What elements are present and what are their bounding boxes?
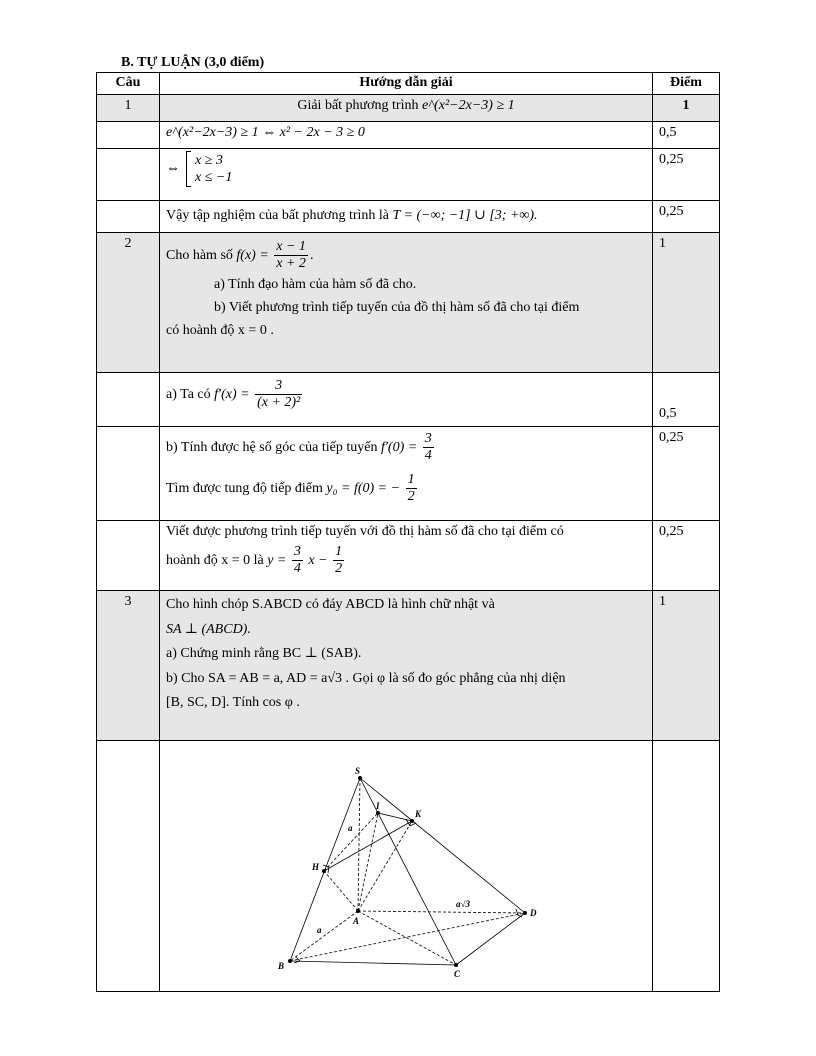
label-I: I xyxy=(376,801,380,811)
q2-step-b-text2: Tìm được tung độ tiếp điểm xyxy=(166,481,323,496)
q2-part-b1: b) Viết phương trình tiếp tuyến của đồ thị hàm số đã cho tại điểm xyxy=(214,300,580,316)
label-B: B xyxy=(278,961,285,971)
q3-line2: SA ⊥ (ABCD). xyxy=(166,621,251,637)
edge-CD xyxy=(456,913,525,965)
edge-BD xyxy=(290,913,525,961)
q2-step-c xyxy=(160,521,653,591)
point-D xyxy=(523,911,527,915)
q2-step-c-den2: 2 xyxy=(335,560,343,576)
point-H xyxy=(322,869,326,873)
label-a-AB: a xyxy=(317,925,322,935)
label-H: H xyxy=(312,862,320,872)
q2-step-c-lhs: y = xyxy=(267,552,287,568)
q2-step-b-num2: 1 xyxy=(406,472,417,489)
q3-prompt xyxy=(160,591,653,741)
q2-step-a-text: a) Ta có xyxy=(166,386,211,402)
q2-step-c-num: 3 xyxy=(292,544,303,561)
q1-step2-points: 0,25 xyxy=(653,149,720,201)
q1-points: 1 xyxy=(653,95,720,122)
header-guide: Hướng dẫn giải xyxy=(160,73,653,95)
label-A: A xyxy=(353,916,360,926)
point-B xyxy=(288,959,292,963)
edge-AI xyxy=(358,813,378,911)
edge-AB xyxy=(290,911,358,961)
label-S: S xyxy=(355,766,361,776)
q2-step-a-num: 3 xyxy=(255,378,302,395)
q2-step-a-points: 0,5 xyxy=(653,373,720,427)
q2-step-b-points: 0,25 xyxy=(653,427,720,521)
q1-step3-text: Vậy tập nghiệm của bất phương trình là xyxy=(166,208,389,224)
q2-step-c-points: 0,25 xyxy=(653,521,720,591)
label-C: C xyxy=(454,969,461,979)
q2-points: 1 xyxy=(653,233,720,373)
edge-AD xyxy=(358,911,525,913)
q2-step-c-den: 4 xyxy=(293,560,301,576)
q2-step-a-lhs: f′(x) = xyxy=(214,386,250,402)
q2-step-c-text1: Viết được phương trình tiếp tuyến với đồ thị hàm số đã cho tại điểm có xyxy=(166,524,564,539)
q2-step-b-lhs2: y₀ = f(0) = − xyxy=(326,481,401,496)
q3-line3: a) Chứng minh rằng BC ⊥ (SAB). xyxy=(166,646,362,661)
edge-AK xyxy=(358,821,412,911)
q3-line5: [B, SC, D]. Tính cos φ . xyxy=(166,695,300,710)
label-a-SA: a xyxy=(348,823,353,833)
q2-step-b-lhs: f′(0) = xyxy=(380,439,418,455)
section-title: B. TỰ LUẬN (3,0 điểm) xyxy=(121,55,265,70)
q3-figure-cell xyxy=(160,741,653,992)
point-A xyxy=(356,909,360,913)
edge-AH xyxy=(324,871,358,911)
q3-points: 1 xyxy=(653,591,720,741)
edge-HI xyxy=(324,813,378,871)
q1-step3-points: 0,25 xyxy=(653,201,720,233)
q3-line4: b) Cho SA = AB = a, AD = a√3 . Gọi φ là số đo góc phẳng của nhị diện xyxy=(166,670,566,686)
solution-table xyxy=(96,72,720,992)
q2-step-b-fraction2 xyxy=(406,472,417,505)
edge-HK xyxy=(324,821,412,871)
q3-line1: Cho hình chóp S.ABCD có đáy ABCD là hình chữ nhật và xyxy=(166,597,495,612)
q2-step-c-num2: 1 xyxy=(333,544,344,561)
edge-AC xyxy=(358,911,456,965)
q1-step1-points: 0,5 xyxy=(653,122,720,149)
q1-step3-math: T = (−∞; −1] ∪ [3; +∞). xyxy=(392,208,538,224)
q2-step-c-fraction2 xyxy=(333,544,344,577)
q2-func-num: x − 1 xyxy=(274,239,308,256)
q2-func-lhs: f(x) = xyxy=(236,247,269,263)
q1-step3 xyxy=(160,201,653,233)
label-D: D xyxy=(530,908,537,918)
q1-step2-row1: x ≥ 3 xyxy=(195,153,223,168)
q1-prompt-text: Giải bất phương trình xyxy=(297,98,419,113)
q2-number: 2 xyxy=(97,233,160,373)
q2-step-b-num: 3 xyxy=(423,431,434,448)
q2-prompt: Cho hàm số f(x) = $\frac{x - 1}{x + 2}$ . a) Tính đạo hàm của hàm số đã cho. b) Viết phương trình tiếp tuyến của đồ thị hàm số đã cho tại điểm có hoành độ x = 0 . xyxy=(160,233,653,373)
point-C xyxy=(454,963,458,967)
pyramid-figure xyxy=(160,741,653,984)
label-K: K xyxy=(415,809,422,819)
q2-step-b-text: b) Tính được hệ số góc của tiếp tuyến xyxy=(166,439,378,455)
q1-step1: e^(x²−2x−3) ≥ 1 ⇔ x² − 2x − 3 ≥ 0 xyxy=(160,122,653,149)
q2-step-b-fraction xyxy=(423,431,434,464)
q2-step-a xyxy=(160,373,653,427)
q2-step-b-den: 4 xyxy=(424,448,432,464)
q2-step-c-fraction xyxy=(292,544,303,577)
edge-BC xyxy=(290,961,456,965)
q1-step2-lead: ⇔ xyxy=(166,160,180,176)
header-question: Câu xyxy=(97,73,160,95)
q1-step2-row2: x ≤ −1 xyxy=(195,170,233,185)
q2-part-b2: có hoành độ x = 0 . xyxy=(166,322,274,338)
point-K xyxy=(410,819,414,823)
header-points: Điểm xyxy=(653,73,720,95)
q1-prompt xyxy=(160,95,653,122)
point-S xyxy=(358,776,362,780)
q2-step-c-mid: x − xyxy=(308,552,328,568)
q1-step2 xyxy=(160,149,653,201)
q2-step-a-den: (x + 2)² xyxy=(257,395,301,411)
q1-prompt-math: e^(x²−2x−3) ≥ 1 xyxy=(421,98,515,113)
q2-step-b-den2: 2 xyxy=(407,489,415,505)
q2-part-a: a) Tính đạo hàm của hàm số đã cho. xyxy=(214,277,417,293)
q2-step-b xyxy=(160,427,653,521)
q1-number: 1 xyxy=(97,95,160,122)
q3-number: 3 xyxy=(97,591,160,741)
q2-step-c-text2: hoành độ x = 0 là xyxy=(166,552,264,568)
q2-func-den: x + 2 xyxy=(276,256,306,272)
point-I xyxy=(376,811,380,815)
q2-step-a-fraction xyxy=(255,378,302,411)
label-a-sqrt3: a√3 xyxy=(456,899,470,909)
q2-func-fraction xyxy=(274,239,308,272)
q2-intro: Cho hàm số xyxy=(166,247,233,263)
edge-SA xyxy=(358,778,360,911)
edge-SD xyxy=(360,778,525,913)
